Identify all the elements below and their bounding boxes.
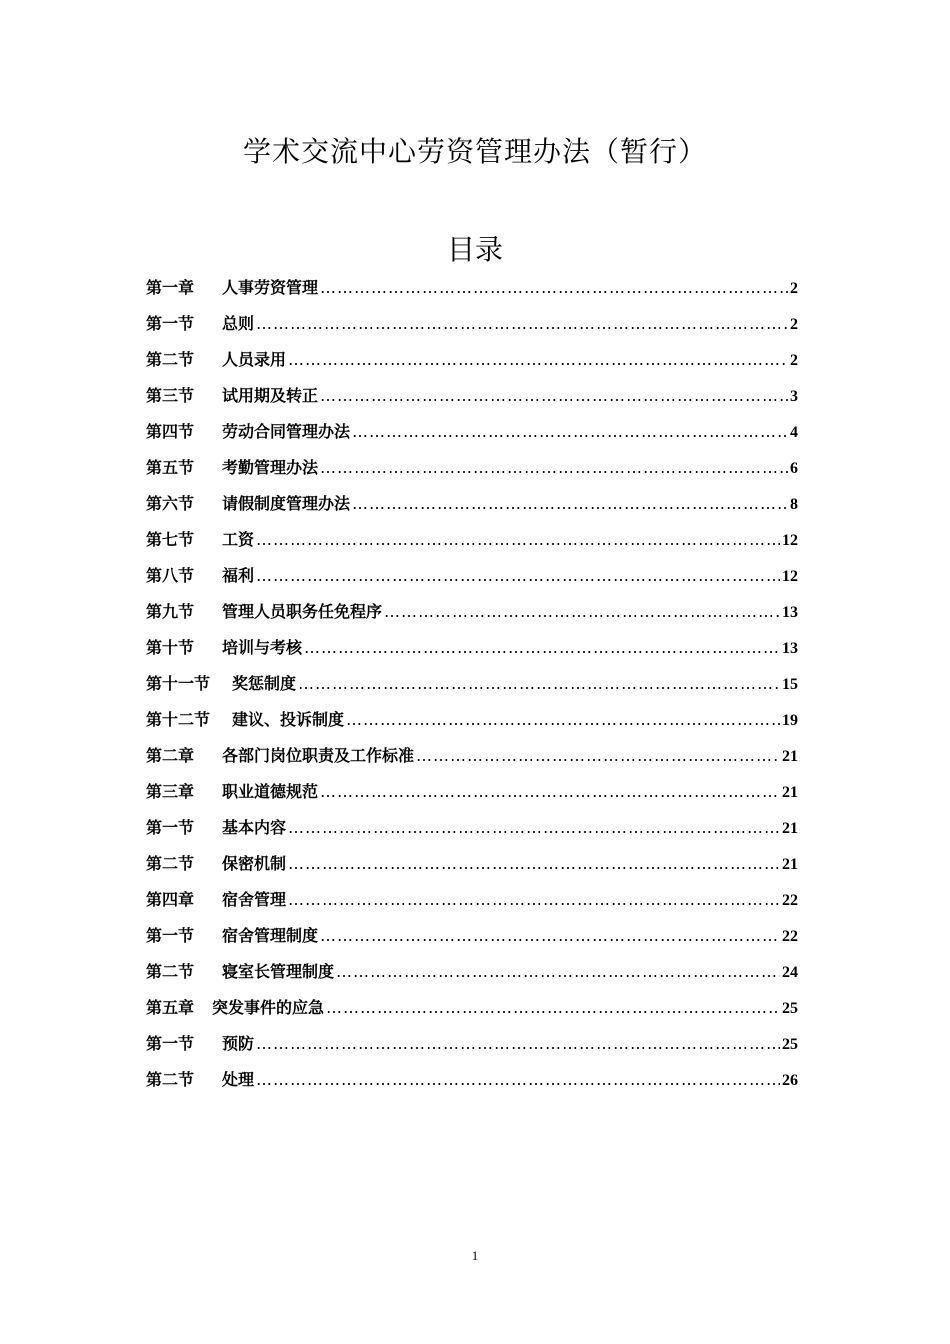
toc-leader-dots: [336, 954, 780, 990]
toc-leader-dots: [352, 414, 788, 450]
toc-entry-title: 宿舍管理: [222, 890, 287, 909]
toc-entry-page: 21: [782, 784, 798, 801]
toc-entry-title: 宿舍管理制度: [222, 926, 319, 945]
toc-entry-title: 福利: [222, 566, 255, 585]
toc-entry-page: 2: [790, 316, 798, 333]
toc-entry-label: 第一节: [146, 1034, 195, 1053]
toc-entry-page: 26: [782, 1072, 798, 1089]
toc-entry-label: 第七节: [146, 530, 195, 549]
toc-entry-title: 基本内容: [222, 818, 287, 837]
toc-entry-page: 4: [790, 424, 798, 441]
toc-entry[interactable]: [146, 450, 798, 486]
toc-entry[interactable]: [146, 954, 798, 990]
toc-entry-page: 2: [790, 352, 798, 369]
toc-entry-label: 第八节: [146, 566, 195, 585]
toc-entry[interactable]: [146, 990, 798, 1026]
table-of-contents: [146, 270, 798, 1098]
toc-entry-title: 建议、投诉制度: [232, 710, 345, 729]
toc-entry[interactable]: [146, 774, 798, 810]
toc-leader-dots: [320, 378, 788, 414]
toc-entry-title: 请假制度管理办法: [222, 494, 351, 513]
toc-entry-page: 21: [782, 856, 798, 873]
toc-entry-title: 人员录用: [222, 350, 287, 369]
toc-entry-page: 12: [782, 532, 798, 549]
toc-entry[interactable]: [146, 306, 798, 342]
toc-entry-title: 工资: [222, 530, 255, 549]
toc-entry-page: 6: [790, 460, 798, 477]
toc-leader-dots: [326, 990, 780, 1026]
toc-entry-title: 各部门岗位职责及工作标准: [222, 746, 415, 765]
toc-entry-page: 13: [782, 640, 798, 657]
toc-leader-dots: [416, 738, 780, 774]
toc-heading: 目录: [446, 233, 503, 266]
toc-entry-title: 试用期及转正: [222, 386, 319, 405]
toc-entry-label: 第二节: [146, 350, 195, 369]
toc-entry-label: 第一节: [146, 314, 195, 333]
toc-entry-label: 第四节: [146, 422, 195, 441]
toc-leader-dots: [288, 882, 780, 918]
toc-entry-page: 15: [782, 676, 798, 693]
document-title: 学术交流中心劳资管理办法（暂行）: [242, 135, 707, 168]
toc-leader-dots: [256, 306, 788, 342]
toc-entry[interactable]: [146, 1026, 798, 1062]
toc-entry-page: 3: [790, 388, 798, 405]
toc-entry-page: 2: [790, 280, 798, 297]
toc-entry-title: 保密机制: [222, 854, 287, 873]
toc-entry[interactable]: [146, 738, 798, 774]
toc-leader-dots: [304, 630, 780, 666]
toc-leader-dots: [288, 846, 780, 882]
toc-entry[interactable]: [146, 486, 798, 522]
toc-entry-title: 奖惩制度: [232, 674, 297, 693]
toc-entry[interactable]: [146, 342, 798, 378]
toc-entry-page: 8: [790, 496, 798, 513]
toc-entry-label: 第四章: [146, 890, 195, 909]
toc-entry-title: 总则: [222, 314, 255, 333]
toc-entry-title: 处理: [222, 1070, 255, 1089]
toc-entry-title: 考勤管理办法: [222, 458, 319, 477]
toc-entry-label: 第二节: [146, 854, 195, 873]
toc-entry-page: 21: [782, 748, 798, 765]
toc-entry[interactable]: [146, 918, 798, 954]
toc-leader-dots: [288, 810, 780, 846]
toc-entry-page: 22: [782, 892, 798, 909]
toc-entry[interactable]: [146, 666, 798, 702]
toc-entry-page: 12: [782, 568, 798, 585]
toc-entry[interactable]: [146, 378, 798, 414]
toc-entry[interactable]: [146, 522, 798, 558]
toc-entry[interactable]: [146, 1062, 798, 1098]
toc-entry-label: 第三节: [146, 386, 195, 405]
toc-entry[interactable]: [146, 630, 798, 666]
toc-leader-dots: [256, 522, 780, 558]
page-number: 1: [471, 1248, 479, 1263]
toc-entry-label: 第二节: [146, 1070, 195, 1089]
toc-entry-page: 25: [782, 1036, 798, 1053]
toc-entry-label: 第二节: [146, 962, 195, 981]
toc-entry-page: 24: [782, 964, 798, 981]
toc-entry-title: 劳动合同管理办法: [222, 422, 351, 441]
toc-entry-page: 13: [782, 604, 798, 621]
toc-entry-title: 职业道德规范: [222, 782, 319, 801]
toc-entry-title: 寝室长管理制度: [222, 962, 335, 981]
toc-leader-dots: [346, 702, 780, 738]
toc-leader-dots: [320, 450, 788, 486]
toc-entry-page: 21: [782, 820, 798, 837]
toc-entry-title: 突发事件的应急: [212, 998, 325, 1017]
toc-leader-dots: [256, 1062, 780, 1098]
toc-entry-title: 预防: [222, 1034, 255, 1053]
toc-leader-dots: [320, 918, 780, 954]
toc-entry[interactable]: [146, 270, 798, 306]
toc-entry[interactable]: [146, 846, 798, 882]
toc-entry[interactable]: [146, 414, 798, 450]
toc-entry-title: 管理人员职务任免程序: [222, 602, 383, 621]
toc-leader-dots: [288, 342, 788, 378]
toc-entry-label: 第九节: [146, 602, 195, 621]
toc-entry-label: 第十一节: [146, 674, 211, 693]
toc-entry[interactable]: [146, 594, 798, 630]
toc-leader-dots: [298, 666, 780, 702]
toc-leader-dots: [352, 486, 788, 522]
toc-entry[interactable]: [146, 810, 798, 846]
toc-entry-label: 第三章: [146, 782, 195, 801]
toc-leader-dots: [320, 270, 788, 306]
toc-entry-page: 19: [782, 712, 798, 729]
toc-entry[interactable]: [146, 702, 798, 738]
toc-entry-page: 25: [782, 1000, 798, 1017]
toc-entry-label: 第十节: [146, 638, 195, 657]
toc-entry-label: 第一章: [146, 278, 195, 297]
toc-entry-title: 人事劳资管理: [222, 278, 319, 297]
toc-entry-title: 培训与考核: [222, 638, 303, 657]
toc-entry-label: 第十二节: [146, 710, 211, 729]
toc-entry-label: 第五节: [146, 458, 195, 477]
toc-leader-dots: [320, 774, 780, 810]
toc-leader-dots: [384, 594, 780, 630]
toc-leader-dots: [256, 558, 780, 594]
toc-entry-label: 第一节: [146, 818, 195, 837]
toc-entry-label: 第一节: [146, 926, 195, 945]
toc-entry-label: 第二章: [146, 746, 195, 765]
toc-leader-dots: [256, 1026, 780, 1062]
toc-entry[interactable]: [146, 558, 798, 594]
toc-entry-label: 第六节: [146, 494, 195, 513]
toc-entry-label: 第五章: [146, 998, 195, 1017]
toc-entry-page: 22: [782, 928, 798, 945]
toc-entry[interactable]: [146, 882, 798, 918]
